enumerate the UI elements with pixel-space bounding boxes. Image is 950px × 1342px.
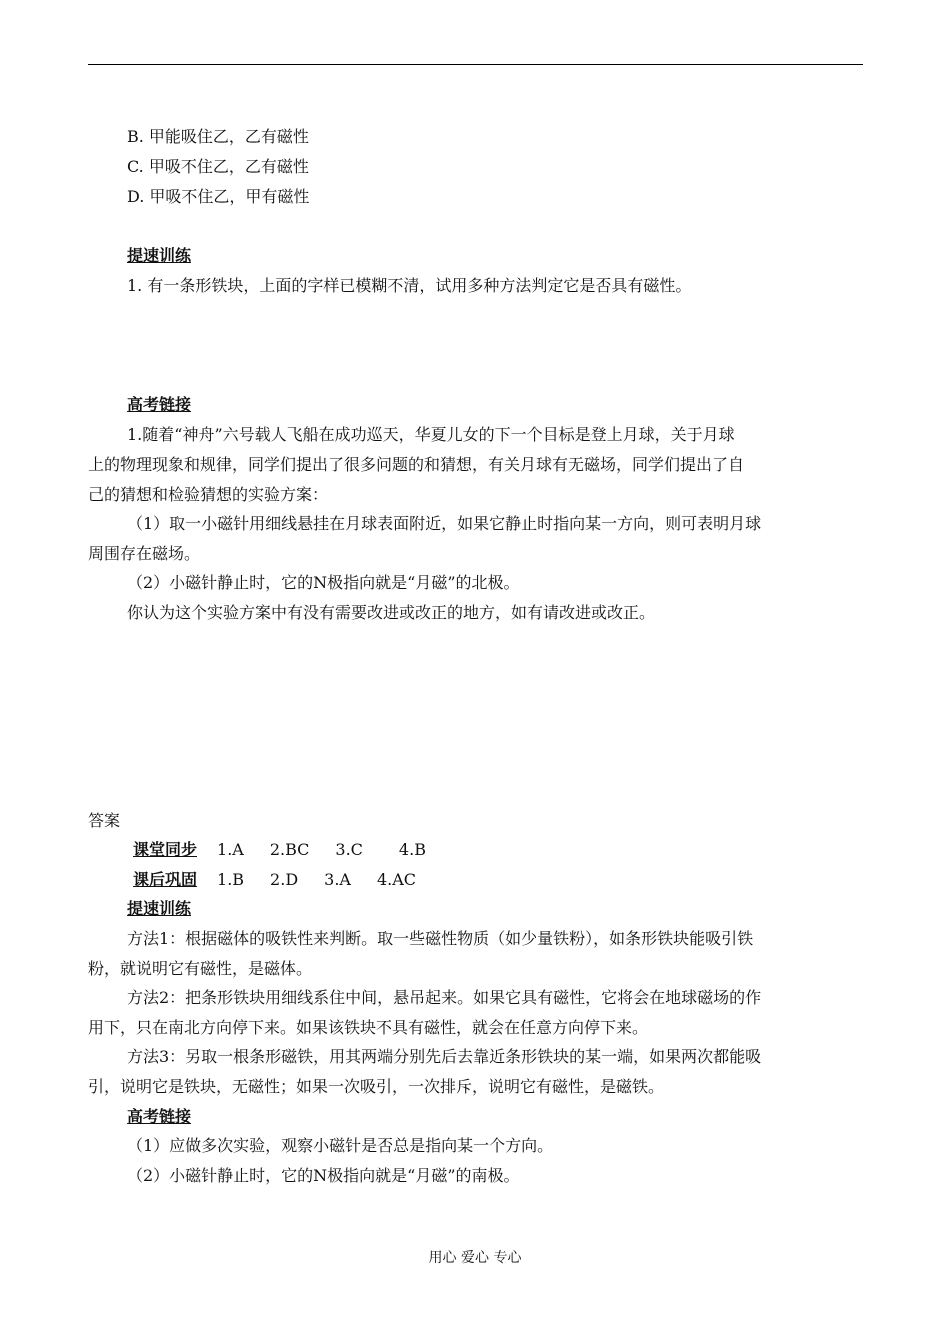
- answer-item: 2.BC: [269, 840, 310, 859]
- gaokao-line: 上的物理现象和规律，同学们提出了很多问题的和猜想，有关月球有无磁场，同学们提出了自: [88, 455, 745, 474]
- gaokao-answer: （2）小磁针静止时，它的N极指向就是“月磁”的南极。: [127, 1166, 520, 1185]
- answer-item: 4.AC: [376, 870, 417, 889]
- method-line: 粉，就说明它有磁性，是磁体。: [88, 959, 313, 978]
- answer-item: 1.A: [217, 840, 244, 859]
- answer-item: 1.B: [217, 870, 245, 889]
- method-line: 方法1：根据磁体的吸铁性来判断。取一些磁性物质（如少量铁粉），如条形铁块能吸引铁: [127, 929, 754, 948]
- answers-heading-tisu: 提速训练: [127, 899, 192, 918]
- method-line: 方法3：另取一根条形磁铁，用其两端分别先后去靠近条形铁块的某一端，如果两次都能吸: [127, 1047, 762, 1066]
- answer-item: 3.C: [335, 840, 363, 859]
- answer-item: 3.A: [324, 870, 351, 889]
- gaokao-line: 1.随着“神舟”六号载人飞船在成功巡天，华夏儿女的下一个目标是登上月球，关于月球: [127, 425, 735, 444]
- answers-heading-gaokao: 高考链接: [127, 1107, 192, 1126]
- gaokao-line: 你认为这个实验方案中有没有需要改进或改正的地方，如有请改进或改正。: [127, 603, 656, 622]
- gaokao-answer: （1）应做多次实验，观察小磁针是否总是指向某一个方向。: [127, 1136, 554, 1155]
- answer-item: 2.D: [270, 870, 299, 889]
- answer-row-kehou: [133, 870, 416, 890]
- method-line: 方法2：把条形铁块用细线系住中间，悬吊起来。如果它具有磁性，它将会在地球磁场的作: [127, 988, 762, 1007]
- answers-title: 答案: [88, 811, 121, 830]
- gaokao-line: 己的猜想和检验猜想的实验方案：: [88, 485, 329, 504]
- answer-label-kehou: 课后巩固: [133, 870, 198, 889]
- method-line: 用下，只在南北方向停下来。如果该铁块不具有磁性，就会在任意方向停下来。: [88, 1018, 649, 1037]
- page-footer: 用心 爱心 专心: [428, 1250, 522, 1266]
- answer-row-ketang: [133, 840, 426, 860]
- gaokao-line: （2）小磁针静止时，它的N极指向就是“月磁”的北极。: [127, 573, 520, 592]
- option-b: B. 甲能吸住乙，乙有磁性: [127, 127, 309, 146]
- section-heading-gaokao: 高考链接: [127, 395, 192, 414]
- method-line: 引，说明它是铁块，无磁性；如果一次吸引，一次排斥，说明它有磁性，是磁铁。: [88, 1077, 665, 1096]
- answer-item: 4.B: [398, 840, 426, 859]
- option-d: D. 甲吸不住乙，甲有磁性: [127, 187, 310, 206]
- section-heading-tisu: 提速训练: [127, 246, 192, 265]
- answer-label-ketang: 课堂同步: [133, 840, 198, 859]
- header-rule: [88, 64, 863, 65]
- tisu-question-1: 1. 有一条形铁块，上面的字样已模糊不清，试用多种方法判定它是否具有磁性。: [127, 276, 692, 295]
- option-c: C. 甲吸不住乙，乙有磁性: [127, 157, 309, 176]
- gaokao-line: （1）取一小磁针用细线悬挂在月球表面附近，如果它静止时指向某一方向，则可表明月球: [127, 514, 762, 533]
- gaokao-line: 周围存在磁场。: [88, 544, 201, 563]
